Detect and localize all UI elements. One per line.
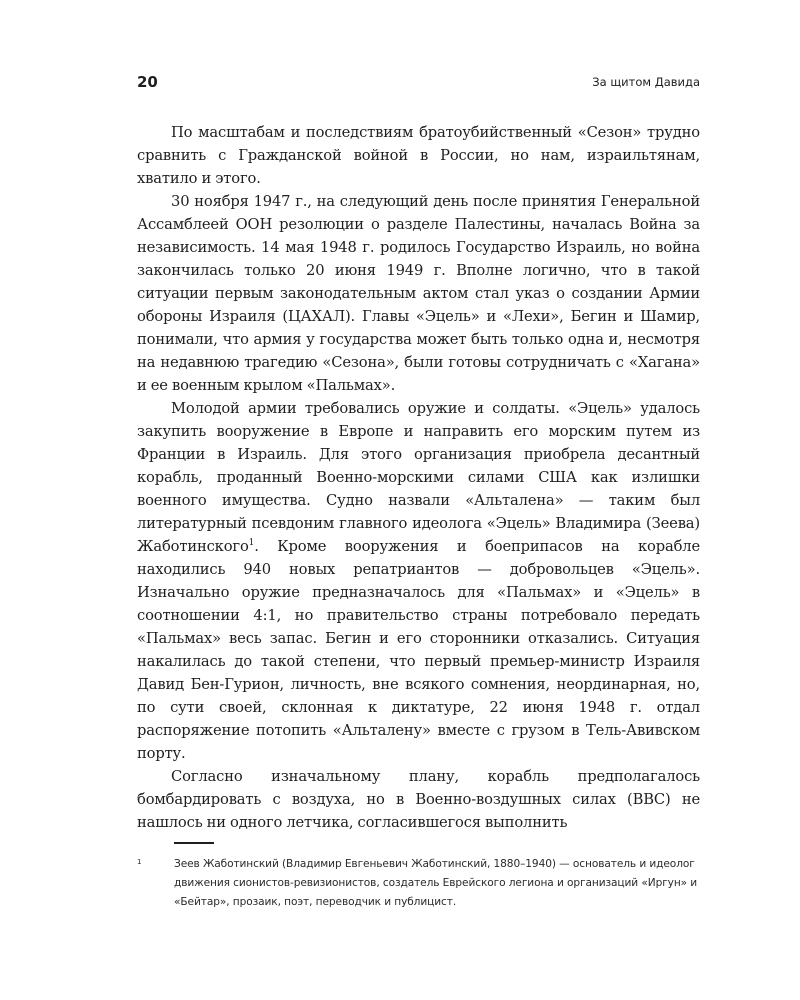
footnote-separator bbox=[174, 842, 214, 844]
page-header bbox=[137, 72, 700, 92]
running-title: За щитом Давида bbox=[592, 75, 700, 89]
paragraph bbox=[137, 397, 700, 765]
paragraph: По масштабам и последствиям братоубийственный «Сезон» трудно сравнить с Гражданской войной в России, но нам, израильтянам, хватило и этого. bbox=[137, 124, 700, 187]
paragraph-text: Молодой армии требовались оружие и солдаты. «Эцель» удалось закупить вооружение в Европе и направить его морским путем из Франции в Израиль. Для этого организация приобрела десантный корабль, проданный Военно-морскими силами США как излишки военного имущества. Судно назвали «Альталена» — таким был литературный псевдоним главного идеолога «Эцель» Владимира (Зеева) Жаботинского bbox=[137, 400, 700, 555]
footnote-marker: 1 bbox=[137, 858, 142, 866]
paragraph: 30 ноября 1947 г., на следующий день после принятия Генеральной Ассамблеей ООН резолюции о разделе Палестины, началась Война за независимость. 14 мая 1948 г. родилось Государство Израиль, но война закончилась только 20 июня 1949 г. Вполне логично, что в такой ситуации первым законодательным актом стал указ о создании Армии обороны Израиля (ЦАХАЛ). Главы «Эцель» и «Лехи», Бегин и Шамир, понимали, что армия у государства может быть только одна и, несмотря на недавнюю трагедию «Сезона», были готовы сотрудничать с «Хагана» и ее военным крылом «Пальмах». bbox=[137, 193, 700, 394]
paragraph: Согласно изначальному плану, корабль предполагалось бомбардировать с воздуха, но в Военно-воздушных силах (ВВС) не нашлось ни одного летчика, согласившегося выполнить bbox=[137, 768, 700, 831]
page-number: 20 bbox=[137, 73, 158, 91]
footnote-reference[interactable]: 1 bbox=[248, 538, 255, 549]
paragraph-text: . Кроме вооружения и боеприпасов на корабле находились 940 новых репатриантов — добровольцев «Эцель». Изначально оружие предназначалось для «Пальмах» и «Эцель» в соотношении 4:1, но правительство страны потребовало передать «Пальмах» весь запас. Бегин и его сторонники отказались. Ситуация накалилась до такой степени, что первый премьер-министр Израиля Давид Бен-Гурион, личность, вне всякого сомнения, неординарная, но, по сути своей, склонная к диктатуре, 22 июня 1948 г. отдал распоряжение потопить «Альталену» вместе с грузом в Тель-Авивском порту. bbox=[137, 538, 700, 762]
footnote bbox=[137, 855, 700, 912]
main-text bbox=[137, 121, 700, 834]
footnote-text: Зеев Жаботинский (Владимир Евгеньевич Жаботинский, 1880–1940) — основатель и идеолог движения сионистов-ревизионистов, создатель Еврейского легиона и организаций «Иргун» и «Бейтар», прозаик, поэт, переводчик и публицист. bbox=[174, 858, 698, 908]
